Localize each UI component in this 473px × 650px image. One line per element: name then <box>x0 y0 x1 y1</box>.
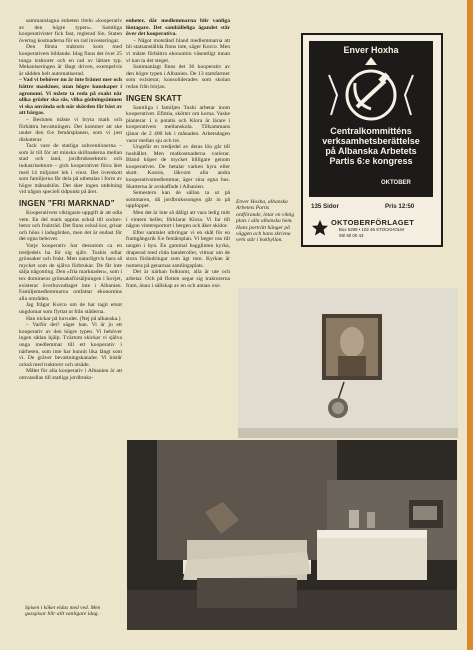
book-advertisement <box>301 33 443 247</box>
paragraph: Men det är inte så dåligt att vara ledig mitt i vintern heller, förklarar Klora. Vi far till någon vintersportort i bergen och åker skidor. <box>126 210 230 230</box>
paragraph: Jag frågar Korco om de har tagit emot ungdomar som flyttat ut från städerna. <box>19 302 122 315</box>
kitchen-caption: Spisen i köket eldas med ved. Men gasspisar blir allt vanligare idag. <box>25 605 101 618</box>
paragraph: Varje kooperativ har dessutom ca en tredjedels ha för sig själv. Tushis odlar grönsaker och frukt. Men naturligtvis hara så mycket som de själva förbrukar. De får inte sälja någonting. Den »fria marknaden«, som i tex dominerar grönsaksförsäljningen i Sovjet, existerar överhuvudtaget inte i Albanien. Familjemedlemmarna omfattar ekonomins alla områden. <box>19 243 122 302</box>
article-column-1 <box>19 18 122 623</box>
paragraph: sammanslagna enheten titeln »kooperativ av den högre typen«. Samtliga kooperativister fick fast, reglerad lön. Staten övertog kostnaderna för en rad investeringar. <box>19 18 122 44</box>
book-title: Centralkommitténs verksamhetsberättelse på Albanska Arbetets Partis 6:e kongress <box>322 126 420 166</box>
paragraph: – Besluten måste vi bryta mark och förbättra bevattningen. Det kommer att ske under den 6:e femårsplanen, som vi just diskuterar. <box>19 116 122 143</box>
paragraph: – Något motstånd bland medlemmarna att bli statsanställda finns inte, säger Korco. Men vi måste förbättra ekonomin väsentligt innan vi kan ta det steget. <box>126 37 230 64</box>
article-column-2 <box>126 18 230 436</box>
ad-publisher-block <box>309 218 433 240</box>
ad-author-name: Enver Hoxha <box>343 45 399 55</box>
ad-publisher-name: OKTOBERFÖRLAGET <box>331 218 415 227</box>
paragraph: Samtliga i familjen Tushi arbetar inom kooperativet. Efimia, skötter om korna. Vaske planterar 1 n potatis och Klora är lärare i kooperativets mellanskola. Tillsammans tjänar de 2 400 lek i månaden. Arbetsdagen varar mellan sju och tre. <box>126 104 230 144</box>
publisher-logo: OKTOBER <box>381 180 411 186</box>
paragraph: – Varför det? säger han. Vi är ju ett kooperativ av den högre typen. Vi behöver ingen sådan hjälp. Tvärtom skickar vi själva unga medlemmar till ett kooperativ i närheten, som inte har hunnit lika långt som vi. De gräver bevattningskanaler. Vi bistår också med traktorer och utsäde. <box>19 322 122 368</box>
ad-price: Pris 12:50 <box>385 203 415 210</box>
hammer-sickle-emblem-icon <box>309 55 433 135</box>
paragraph: Den första traktorn kom med kooperativets bildande. Idag finns det över 25 tunga traktorer och en rad av lättare typ. Mekaniseringen är långt driven, exempelvis är sådden helt automatiserad. <box>19 44 122 77</box>
ad-address: Box 5298 • 102 46 STOCKHOLM <box>339 227 404 232</box>
paragraph: Ungefär en tredjedel av deras lön går till hushållet. Men matkostnaderna varierar. Bland köper de mycket billigare genom kooperativet. De betalar varken hyra eller skatt. Kosnis, läkvom alla andra kooperativsmedlemmar, äger sina egna hus. Skatterna är avskaffade i Albanien. <box>126 144 230 190</box>
paragraph: Sammanlagt finns det 36 kooperativ av den högre typen i Albanien. De 13 statsfarmer som existerar, konsoliderades som skolan redan från början. <box>126 64 230 90</box>
book-cover <box>309 41 433 197</box>
paragraph: Han nickar på huvudet. (Nej på albanska.) <box>26 315 121 322</box>
wall-portrait-photo <box>238 288 458 438</box>
paragraph: Målet för alla kooperativ i Albanien är att omvandlas till statliga jordbruks- <box>19 368 122 381</box>
ad-pages: 135 Sidor <box>311 203 339 210</box>
section-heading: INGEN SKATT <box>126 93 182 103</box>
paragraph: Semestern kan de sällan ta ut på sommaren, då jordbrukssongen går in på uppfoppet. <box>126 190 230 210</box>
paragraph: Det är närhan folktomt, alla är ute och arbetar. Och på flotten segar sig traktorerna fram, ännu i sällskap av en och annan oxe. <box>126 269 230 289</box>
pull-quote: – Vad vi behöver nu är inte främst mer och bättre maskiner, utan högre kunskaper i agronomi. Vi måste ta reda på exakt när olika grödor ska sås, vilka gödningsämnen vi ska använda och när skörden får bäst av att bärgas. <box>19 77 122 117</box>
paragraph: Kooperativets viktigaste uppgift är att odla vete. En del mark upptas också till socker-betor och frukträd. Det finns också kor, grisar och höns i ladugården, men det är endast för det egna behovet. <box>19 210 122 243</box>
star-icon <box>311 219 329 237</box>
section-heading: INGEN ”FRI MARKNAD” <box>19 199 115 209</box>
kitchen-interior-photo <box>127 440 457 630</box>
pull-quote: enheter, där medlemmarna blir vanliga löntagare. Det samhälleliga ägandet står över det kooperativa. <box>126 18 230 38</box>
paragraph: Efter samtalet utbringar vi en skål för en framgångsrik 6:e femårsplan. Vi beger oss till tangen i byn. En gammal bagglinten kyrka, draperad med röda banderoller, vittnar om de stora förändringar som ägt rum. Kyrkan är numera på genarnas samlingsplats. <box>126 229 230 269</box>
page-edge-stripe <box>467 0 473 650</box>
paragraph: Tack vare de statliga subventionerna – som är till för att minska skillnaderna mellan stad och land, jordbrukssektorn och industrisektorn – gick kooperativet förra året med 14 miljoner lek i vinst. Det överskott som familjerna får dela på utbetalas i form av högre månadslön. Det sker ingen utdelning vid någon speciell tidpunkt på året. <box>19 143 122 196</box>
ad-phone: 08/ 60 00 43 <box>339 233 364 238</box>
portrait-caption: Enver Hoxha, albanska Arbetets Partis ordförande, intar en viktig plats i alla albanska hem. Hans porträtt hänger på väggen och hans skrivna verk står i bokhyllan. <box>236 199 295 244</box>
